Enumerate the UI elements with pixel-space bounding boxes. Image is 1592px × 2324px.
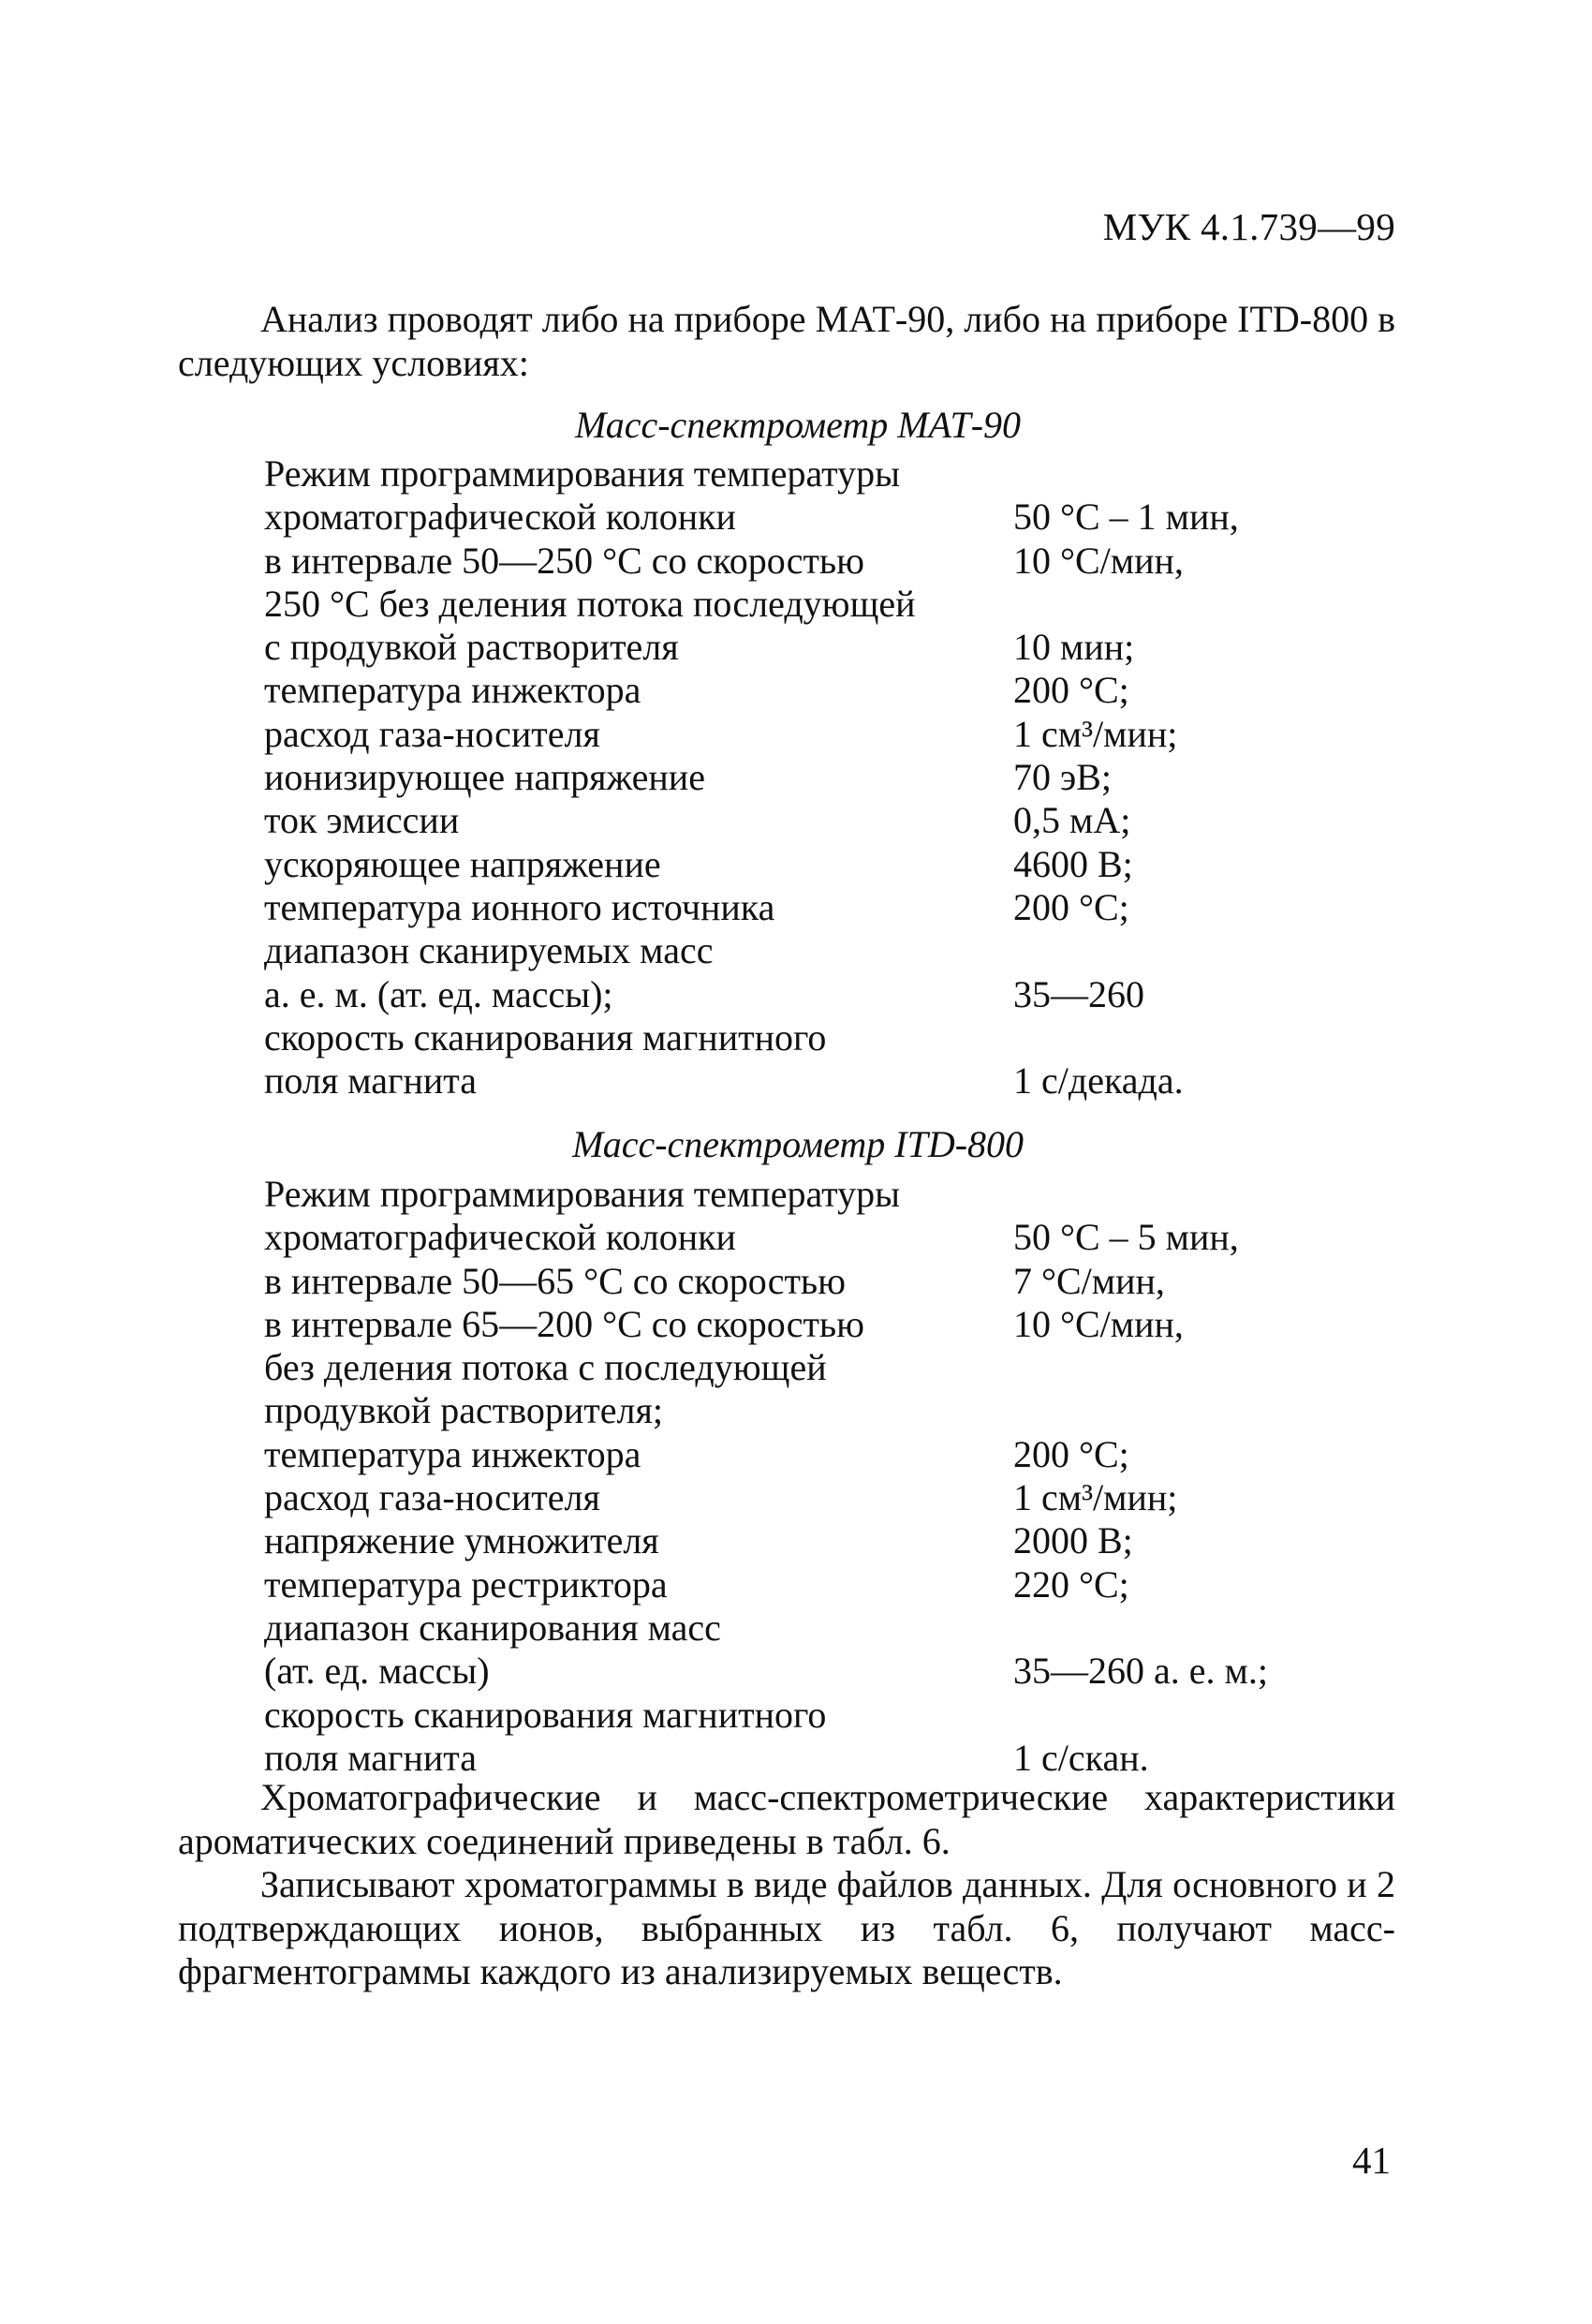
parameter-row — [264, 713, 1407, 756]
section-title-itd800: Масс-спектрометр ITD-800 — [571, 1123, 1024, 1165]
parameter-value — [1013, 1016, 1407, 1059]
parameter-value — [1013, 1173, 1407, 1216]
parameter-row — [264, 1216, 1407, 1259]
parameter-label: расход газа-носителя — [264, 712, 600, 755]
parameter-value: 4600 В; — [1013, 842, 1133, 885]
parameter-row — [264, 1694, 1407, 1737]
section-title-mat90: Масс-спектрометр МАТ-90 — [574, 404, 1022, 446]
parameter-label: (ат. ед. массы) — [264, 1650, 490, 1693]
parameter-row — [264, 1737, 1407, 1780]
parameter-value: 1 см³/мин; — [1013, 712, 1178, 755]
closing-paragraph-2: Записывают хроматограммы в виде файлов данных. Для основного и 2 подтверждающих ионов, выбранных из табл. 6, получают масс-фрагментограммы каждого из анализируемых веществ. — [178, 1863, 1395, 1992]
parameter-label: а. е. м. (ат. ед. массы); — [264, 972, 613, 1015]
parameter-row — [264, 1476, 1407, 1519]
parameter-value: 2000 В; — [1013, 1519, 1133, 1562]
parameters-table-mat90 — [264, 452, 1407, 1103]
parameter-row — [264, 1059, 1407, 1103]
parameter-row — [264, 843, 1407, 886]
parameter-value: 70 эВ; — [1013, 756, 1112, 799]
parameter-value: 1 см³/мин; — [1013, 1476, 1178, 1519]
parameter-label: диапазон сканируемых масс — [264, 929, 714, 972]
parameter-label: температура ионного источника — [264, 885, 775, 928]
parameter-value: 50 °С – 5 мин, — [1013, 1216, 1239, 1259]
parameter-label: хроматографической колонки — [264, 1216, 736, 1259]
parameter-value: 10 °С/мин, — [1013, 1302, 1184, 1345]
page-number: 41 — [1352, 2139, 1391, 2182]
parameter-row — [264, 452, 1407, 496]
parameter-value — [1013, 583, 1407, 626]
parameter-value: 0,5 мА; — [1013, 799, 1131, 842]
parameter-row — [264, 1563, 1407, 1606]
parameter-value — [1013, 1694, 1407, 1737]
parameter-value — [1013, 1389, 1407, 1432]
parameter-label: в интервале 65—200 °С со скоростью — [264, 1302, 865, 1345]
parameter-label: ток эмиссии — [264, 799, 460, 842]
parameter-value: 220 °С; — [1013, 1562, 1129, 1606]
parameter-row — [264, 973, 1407, 1016]
parameter-label: температура инжектора — [264, 669, 641, 712]
closing-paragraph-1: Хроматографические и масс-спектрометрические характеристики ароматических соединений приведены в табл. 6. — [178, 1776, 1395, 1862]
parameter-row — [264, 1303, 1407, 1346]
parameter-label: поля магнита — [264, 1736, 477, 1779]
parameter-row — [264, 583, 1407, 626]
parameter-label: Режим программирования температуры — [264, 1173, 901, 1215]
parameter-value: 35—260 а. е. м.; — [1013, 1650, 1268, 1693]
document-code-header: МУК 4.1.739—99 — [1102, 205, 1395, 248]
parameter-row — [264, 1260, 1407, 1303]
parameter-value — [1013, 1346, 1407, 1389]
parameter-row — [264, 626, 1407, 669]
parameter-row — [264, 496, 1407, 539]
parameter-label: продувкой растворителя; — [264, 1389, 664, 1432]
parameter-value — [1013, 929, 1407, 972]
parameter-label: с продувкой растворителя — [264, 626, 679, 669]
parameter-value: 1 с/скан. — [1013, 1736, 1149, 1779]
parameter-row — [264, 1519, 1407, 1562]
parameter-row — [264, 1016, 1407, 1059]
parameter-value: 200 °С; — [1013, 1432, 1129, 1475]
parameter-row — [264, 929, 1407, 972]
parameter-label: поля магнита — [264, 1059, 477, 1103]
parameter-value: 200 °С; — [1013, 669, 1129, 712]
parameter-value: 35—260 — [1013, 972, 1144, 1015]
parameter-label: в интервале 50—250 °С со скоростью — [264, 539, 865, 582]
parameter-row — [264, 1433, 1407, 1476]
parameter-label: ускоряющее напряжение — [264, 842, 661, 885]
parameter-value: 10 °С/мин, — [1013, 539, 1184, 582]
parameter-value: 7 °С/мин, — [1013, 1259, 1165, 1302]
parameter-label: диапазон сканирования масс — [264, 1606, 721, 1649]
parameter-label: Режим программирования температуры — [264, 452, 901, 495]
parameter-label: скорость сканирования магнитного — [264, 1693, 827, 1736]
parameter-value: 10 мин; — [1013, 626, 1135, 669]
parameter-value: 1 с/декада. — [1013, 1059, 1184, 1103]
parameter-row — [264, 1650, 1407, 1693]
parameter-value — [1013, 1606, 1407, 1650]
parameter-row — [264, 799, 1407, 842]
parameter-label: без деления потока с последующей — [264, 1346, 827, 1389]
parameter-label: 250 °С без деления потока последующей — [264, 582, 916, 625]
parameter-row — [264, 1173, 1407, 1216]
parameter-row — [264, 886, 1407, 929]
parameter-label: хроматографической колонки — [264, 496, 736, 539]
parameter-label: в интервале 50—65 °С со скоростью — [264, 1259, 847, 1302]
parameter-value — [1013, 452, 1407, 496]
parameter-label: напряжение умножителя — [264, 1519, 659, 1562]
parameter-row — [264, 756, 1407, 799]
parameter-value: 200 °С; — [1013, 885, 1129, 928]
parameter-row — [264, 540, 1407, 583]
parameter-label: ионизирующее напряжение — [264, 756, 705, 799]
parameter-row — [264, 1346, 1407, 1389]
closing-text — [178, 1776, 1395, 1994]
parameter-label: скорость сканирования магнитного — [264, 1015, 827, 1058]
parameter-value: 50 °С – 1 мин, — [1013, 496, 1239, 539]
parameter-row — [264, 1606, 1407, 1650]
parameter-row — [264, 1389, 1407, 1432]
parameter-label: расход газа-носителя — [264, 1476, 600, 1519]
parameter-label: температура рестриктора — [264, 1562, 668, 1606]
parameter-row — [264, 669, 1407, 712]
parameter-label: температура инжектора — [264, 1432, 641, 1475]
intro-paragraph: Анализ проводят либо на приборе МАТ-90, либо на приборе ITD-800 в следующих условиях: — [178, 298, 1395, 384]
parameters-table-itd800 — [264, 1173, 1407, 1780]
